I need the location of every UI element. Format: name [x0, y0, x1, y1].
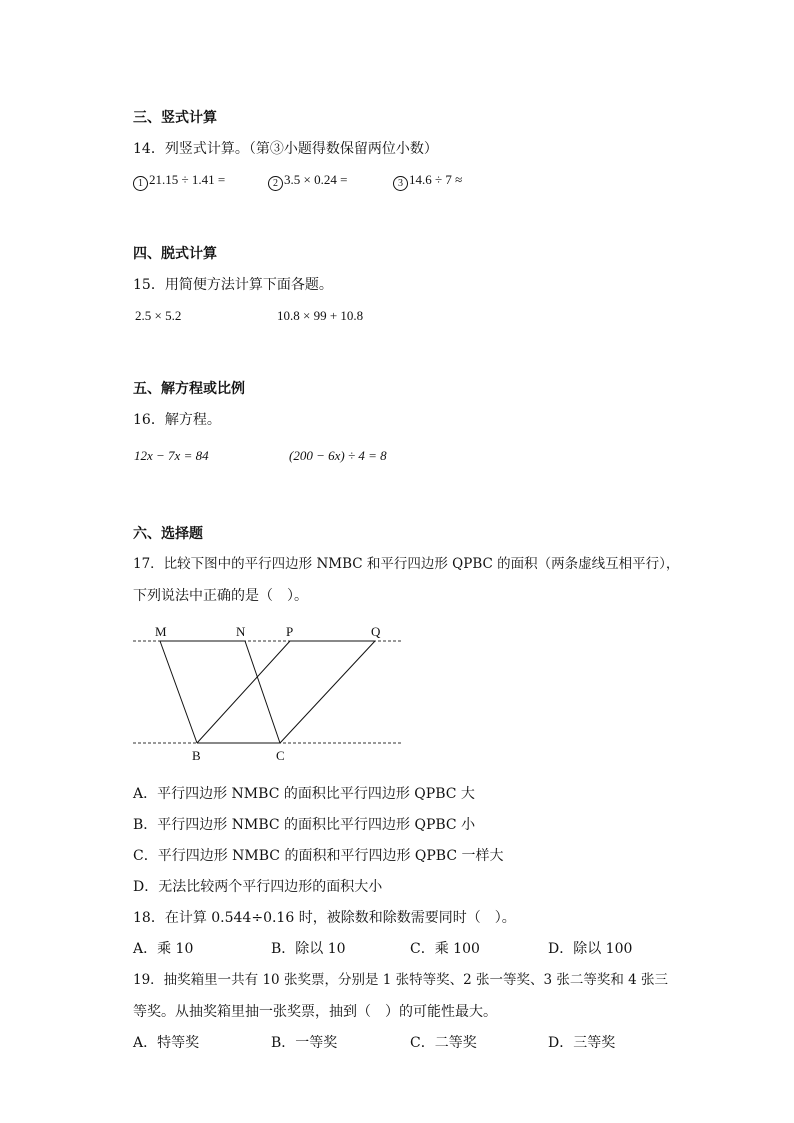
q19-option-c[interactable]: C．二等奖	[410, 1035, 477, 1051]
label-c: C	[276, 748, 285, 763]
q18-stem: 18．在计算 0.544÷0.16 时，被除数和除数需要同时（ ）。	[133, 910, 516, 926]
q16-equation-1: 12x − 7x = 84	[134, 448, 209, 463]
segment-qc	[280, 641, 375, 743]
circled-number: 1	[133, 176, 148, 191]
q14-expr-3: 14.6 ÷ 7 ≈	[409, 172, 463, 187]
segment-mb	[160, 641, 197, 743]
q18-option-b[interactable]: B．除以 10	[271, 941, 346, 957]
q19-option-b[interactable]: B．一等奖	[271, 1035, 338, 1051]
label-p: P	[286, 624, 294, 639]
q17-stem-line1: 17．比较下图中的平行四边形 NMBC 和平行四边形 QPBC 的面积（两条虚线互相平行），	[133, 556, 680, 572]
label-n: N	[236, 624, 246, 639]
q17-option-b[interactable]: B．平行四边形 NMBC 的面积比平行四边形 QPBC 小	[133, 817, 476, 833]
q18-option-c[interactable]: C．乘 100	[410, 941, 480, 957]
circled-number: 3	[393, 176, 408, 191]
q19-stem-line2: 等奖。从抽奖箱里抽一张奖票，抽到（ ）的可能性最大。	[133, 1004, 497, 1020]
section-title-multiple-choice: 六、选择题	[133, 526, 203, 542]
label-q: Q	[371, 624, 381, 639]
q14-expr-1: 21.15 ÷ 1.41 =	[149, 172, 226, 187]
q19-option-a[interactable]: A．特等奖	[133, 1035, 200, 1051]
q17-option-d[interactable]: D．无法比较两个平行四边形的面积大小	[133, 879, 383, 895]
section-title-equations: 五、解方程或比例	[133, 381, 245, 397]
q14-expr-2: 3.5 × 0.24 =	[284, 172, 348, 187]
q16-stem: 16．解方程。	[133, 412, 221, 428]
circled-number: 2	[268, 176, 283, 191]
q19-option-d[interactable]: D．三等奖	[548, 1035, 616, 1051]
q15-expr-2: 10.8 × 99 + 10.8	[277, 308, 364, 323]
q16-equation-2: (200 − 6x) ÷ 4 = 8	[289, 448, 387, 463]
q15-stem: 15．用简便方法计算下面各题。	[133, 277, 333, 293]
label-m: M	[155, 624, 167, 639]
q14-stem: 14．列竖式计算。（第③小题得数保留两位小数）	[133, 141, 438, 157]
q19-stem-line1: 19．抽奖箱里一共有 10 张奖票，分别是 1 张特等奖、2 张一等奖、3 张二等奖和 4 张三	[133, 972, 669, 988]
q17-stem-line2: 下列说法中正确的是（ ）。	[133, 588, 308, 604]
segment-nc	[245, 641, 280, 743]
q17-option-c[interactable]: C．平行四边形 NMBC 的面积和平行四边形 QPBC 一样大	[133, 848, 504, 864]
q17-option-a[interactable]: A．平行四边形 NMBC 的面积比平行四边形 QPBC 大	[133, 786, 475, 802]
label-b: B	[192, 748, 201, 763]
q18-option-a[interactable]: A．乘 10	[133, 941, 194, 957]
q15-expr-1: 2.5 × 5.2	[135, 308, 182, 323]
q18-option-d[interactable]: D．除以 100	[548, 941, 633, 957]
segment-pb	[197, 641, 290, 743]
section-title-vertical-calc: 三、竖式计算	[133, 110, 217, 126]
section-title-step-calc: 四、脱式计算	[133, 246, 217, 262]
